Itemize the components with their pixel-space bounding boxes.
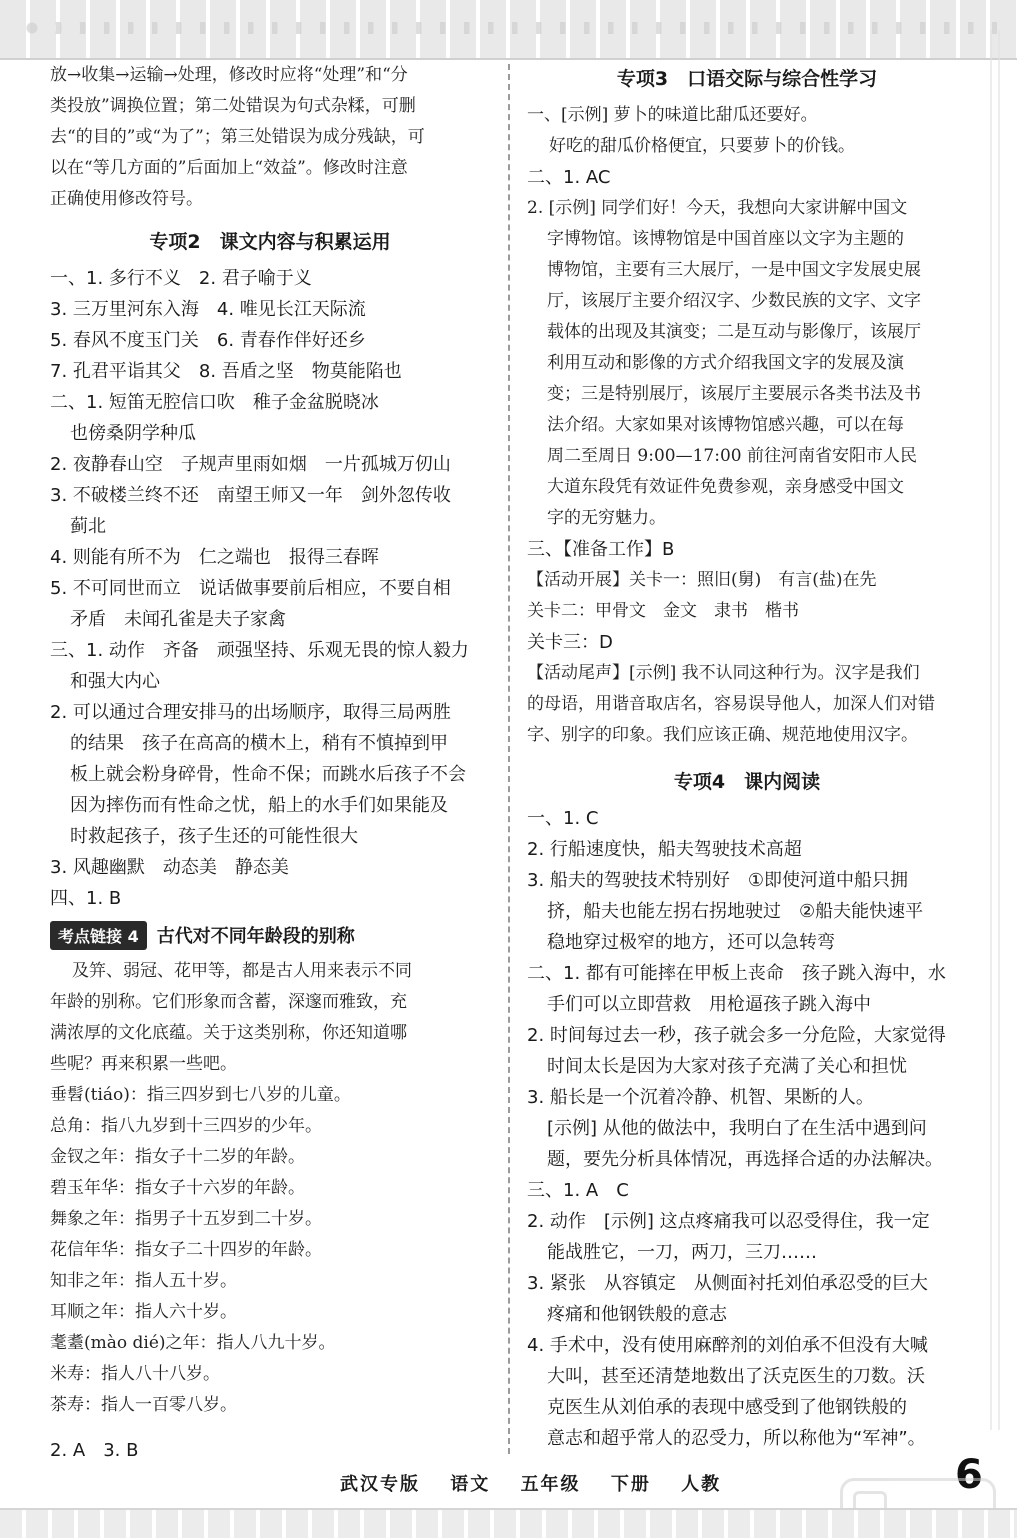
text-line: 变；三是特别展厅，该展厅主要展示各类书法及书 <box>547 384 921 404</box>
section-3-title: 专项3 口语交际与综合性学习 <box>616 68 878 90</box>
knowledge-link-title: 古代对不同年龄段的别称 <box>156 926 355 947</box>
section-2-answers <box>50 263 490 914</box>
footer-grade: 五年级 <box>520 1474 581 1495</box>
text-line: 4. 手术中，没有使用麻醉剂的刘伯承不但没有大喊 <box>527 1335 928 1356</box>
top-decorative-border <box>0 0 1017 60</box>
text-line: 板上就会粉身碎骨，性命不保；而跳水后孩子不会 <box>70 764 466 785</box>
text-line: 挤，船夫也能左拐右拐地驶过 ②船夫能快速平 <box>547 901 924 922</box>
text-line: 3. 船长是一个沉着冷静、机智、果断的人。 <box>527 1087 874 1108</box>
section-4-answers <box>527 803 967 1454</box>
text-line: 花信年华：指女子二十四岁的年龄。 <box>50 1240 322 1260</box>
text-line: 利用互动和影像的方式介绍我国文字的发展及演 <box>547 353 904 373</box>
text-line: 字的无穷魅力。 <box>547 508 666 528</box>
text-line: 关卡三：D <box>527 632 613 653</box>
text-line: 碧玉年华：指女子十六岁的年龄。 <box>50 1178 305 1198</box>
text-line: 一、1. 多行不义 2. 君子喻于义 <box>50 268 312 289</box>
text-line: 二、1. AC <box>527 167 611 188</box>
text-line: 7. 孔君平诣其父 8. 吾盾之坚 物莫能陷也 <box>50 361 402 382</box>
column-divider <box>508 64 510 1454</box>
text-line: 时救起孩子，孩子生还的可能性很大 <box>70 826 358 847</box>
footer-edition: 武汉专版 <box>340 1474 420 1495</box>
text-line: 年龄的别称。它们形象而含蓄，深邃而雅致，充 <box>50 992 407 1012</box>
text-line: 法介绍。大家如果对该博物馆感兴趣，可以在每 <box>547 415 904 435</box>
text-line: 载体的出现及其演变；二是互动与影像厅，该展厅 <box>547 322 921 342</box>
text-line: 去“的目的”或“为了”；第三处错误为成分残缺，可 <box>50 127 425 147</box>
right-column <box>527 60 967 1454</box>
text-line: 四、1. B <box>50 888 122 909</box>
text-line: 以在“等几方面的”后面加上“效益”。修改时注意 <box>50 158 408 178</box>
text-line: 及笄、弱冠、花甲等，都是古人用来表示不同 <box>72 961 412 981</box>
text-line: 2. 可以通过合理安排马的出场顺序，取得三局两胜 <box>50 702 451 723</box>
text-line: 4. 则能有所不为 仁之端也 报得三春晖 <box>50 547 379 568</box>
intro-paragraph <box>50 60 490 215</box>
last-answer-line: 2. A 3. B <box>50 1440 139 1461</box>
text-line: 大道东段凭有效证件免费参观，亲身感受中国文 <box>547 477 904 497</box>
text-line: 关卡二：甲骨文 金文 隶书 楷书 <box>527 601 799 621</box>
text-line: 矛盾 未闻孔雀是夫子家禽 <box>70 609 286 630</box>
footer-publisher: 人教 <box>681 1474 722 1495</box>
text-line: 知非之年：指人五十岁。 <box>50 1271 237 1291</box>
text-line: 疼痛和他钢铁般的意志 <box>547 1304 727 1325</box>
text-line: 一、[示例] 萝卜的味道比甜瓜还要好。 <box>527 105 818 125</box>
footer-subject: 语文 <box>450 1474 491 1495</box>
text-line: 3. 三万里河东入海 4. 唯见长江天际流 <box>50 299 366 320</box>
text-line: 【活动开展】关卡一：照旧(舅) 有言(盐)在先 <box>527 570 877 590</box>
text-line: 2. [示例] 同学们好！今天，我想向大家讲解中国文 <box>527 198 908 218</box>
section-4-title: 专项4 课内阅读 <box>673 771 821 793</box>
right-edge-decoration <box>990 30 1000 1430</box>
text-line: 三、【准备工作】B <box>527 539 675 560</box>
text-line: 茶寿：指人一百零八岁。 <box>50 1395 237 1415</box>
text-line: 金钗之年：指女子十二岁的年龄。 <box>50 1147 305 1167</box>
text-line: 意志和超乎常人的忍受力，所以称他为“军神”。 <box>547 1428 926 1449</box>
text-line: 厅，该展厅主要介绍汉字、少数民族的文字、文字 <box>547 291 921 311</box>
text-line: 蓟北 <box>70 516 106 537</box>
footer-volume: 下册 <box>610 1474 651 1495</box>
text-line: 米寿：指人八十八岁。 <box>50 1364 220 1384</box>
text-line: 因为摔伤而有性命之忧，船上的水手们如果能及 <box>70 795 448 816</box>
text-line: 【活动尾声】[示例] 我不认同这种行为。汉字是我们 <box>527 663 920 683</box>
text-line: 3. 不破楼兰终不还 南望王师又一年 剑外忽传收 <box>50 485 451 506</box>
footer-info <box>340 1470 743 1496</box>
text-line: 稳地穿过极窄的地方，还可以急转弯 <box>547 932 835 953</box>
text-line: 类投放”调换位置；第二处错误为句式杂糅，可删 <box>50 96 416 116</box>
bottom-decorative-border <box>0 1508 1017 1538</box>
text-line: 时间太长是因为大家对孩子充满了关心和担忧 <box>547 1056 907 1077</box>
text-line: 三、1. A C <box>527 1180 629 1201</box>
text-line: 耄耋(mào dié)之年：指人八九十岁。 <box>50 1333 336 1353</box>
text-line: 5. 春风不度玉门关 6. 青春作伴好还乡 <box>50 330 366 351</box>
text-line: 字、别字的印象。我们应该正确、规范地使用汉字。 <box>527 725 918 745</box>
text-line: 2. 夜静春山空 子规声里雨如烟 一片孤城万仞山 <box>50 454 451 475</box>
section-3-answers <box>527 100 967 751</box>
text-line: 2. 动作 [示例] 这点疼痛我可以忍受得住，我一定 <box>527 1211 930 1232</box>
text-line: 2. 时间每过去一秒，孩子就会多一分危险，大家觉得 <box>527 1025 946 1046</box>
text-line: 手们可以立即营救 用枪逼孩子跳入海中 <box>547 994 871 1015</box>
text-line: 也傍桑阴学种瓜 <box>70 423 196 444</box>
text-line: 垂髫(tiáo)：指三四岁到七八岁的儿童。 <box>50 1085 351 1105</box>
text-line: 3. 紧张 从容镇定 从侧面衬托刘伯承忍受的巨大 <box>527 1273 928 1294</box>
text-line: 3. 船夫的驾驶技术特别好 ①即使河道中船只拥 <box>527 870 909 891</box>
knowledge-link-content <box>50 956 490 1421</box>
page-number: 6 <box>955 1452 983 1498</box>
text-line: 博物馆，主要有三大展厅，一是中国文字发展史展 <box>547 260 921 280</box>
text-line: 能战胜它，一刀，两刀，三刀…… <box>547 1242 817 1263</box>
text-line: 三、1. 动作 齐备 顽强坚持、乐观无畏的惊人毅力 <box>50 640 469 661</box>
text-line: 5. 不可同世而立 说话做事要前后相应，不要自相 <box>50 578 451 599</box>
text-line: 的母语，用谐音取店名，容易误导他人，加深人们对错 <box>527 694 935 714</box>
section-2-title: 专项2 课文内容与积累运用 <box>149 231 391 253</box>
text-line: 大叫，甚至还清楚地数出了沃克医生的刀数。沃 <box>547 1366 925 1387</box>
text-line: 的结果 孩子在高高的横木上，稍有不慎掉到甲 <box>70 733 448 754</box>
text-line: [示例] 从他的做法中，我明白了在生活中遇到问 <box>547 1118 927 1139</box>
knowledge-link-badge: 考点链接 4 <box>50 921 147 950</box>
text-line: 耳顺之年：指人六十岁。 <box>50 1302 237 1322</box>
text-line: 周二至周日 9:00—17:00 前往河南省安阳市人民 <box>547 446 917 466</box>
text-line: 舞象之年：指男子十五岁到二十岁。 <box>50 1209 322 1229</box>
text-line: 些呢？再来积累一些吧。 <box>50 1054 237 1074</box>
text-line: 总角：指八九岁到十三四岁的少年。 <box>50 1116 322 1136</box>
text-line: 二、1. 都有可能摔在甲板上丧命 孩子跳入海中，水 <box>527 963 946 984</box>
text-line: 和强大内心 <box>70 671 160 692</box>
text-line: 题，要先分析具体情况，再选择合适的办法解决。 <box>547 1149 943 1170</box>
text-line: 字博物馆。该博物馆是中国首座以文字为主题的 <box>547 229 904 249</box>
text-line: 克医生从刘伯承的表现中感受到了他钢铁般的 <box>547 1397 907 1418</box>
page-footer <box>0 1452 1017 1536</box>
knowledge-link-header <box>50 920 490 950</box>
text-line: 放→收集→运输→处理，修改时应将“处理”和“分 <box>50 65 408 85</box>
text-line: 好吃的甜瓜价格便宜，只要萝卜的价钱。 <box>549 136 855 156</box>
text-line: 3. 风趣幽默 动态美 静态美 <box>50 857 289 878</box>
text-line: 一、1. C <box>527 808 599 829</box>
text-line: 满浓厚的文化底蕴。关于这类别称，你还知道哪 <box>50 1023 407 1043</box>
left-column <box>50 60 490 1466</box>
text-line: 二、1. 短笛无腔信口吹 稚子金盆脱晓冰 <box>50 392 379 413</box>
text-line: 正确使用修改符号。 <box>50 189 203 209</box>
text-line: 2. 行船速度快，船夫驾驶技术高超 <box>527 839 802 860</box>
